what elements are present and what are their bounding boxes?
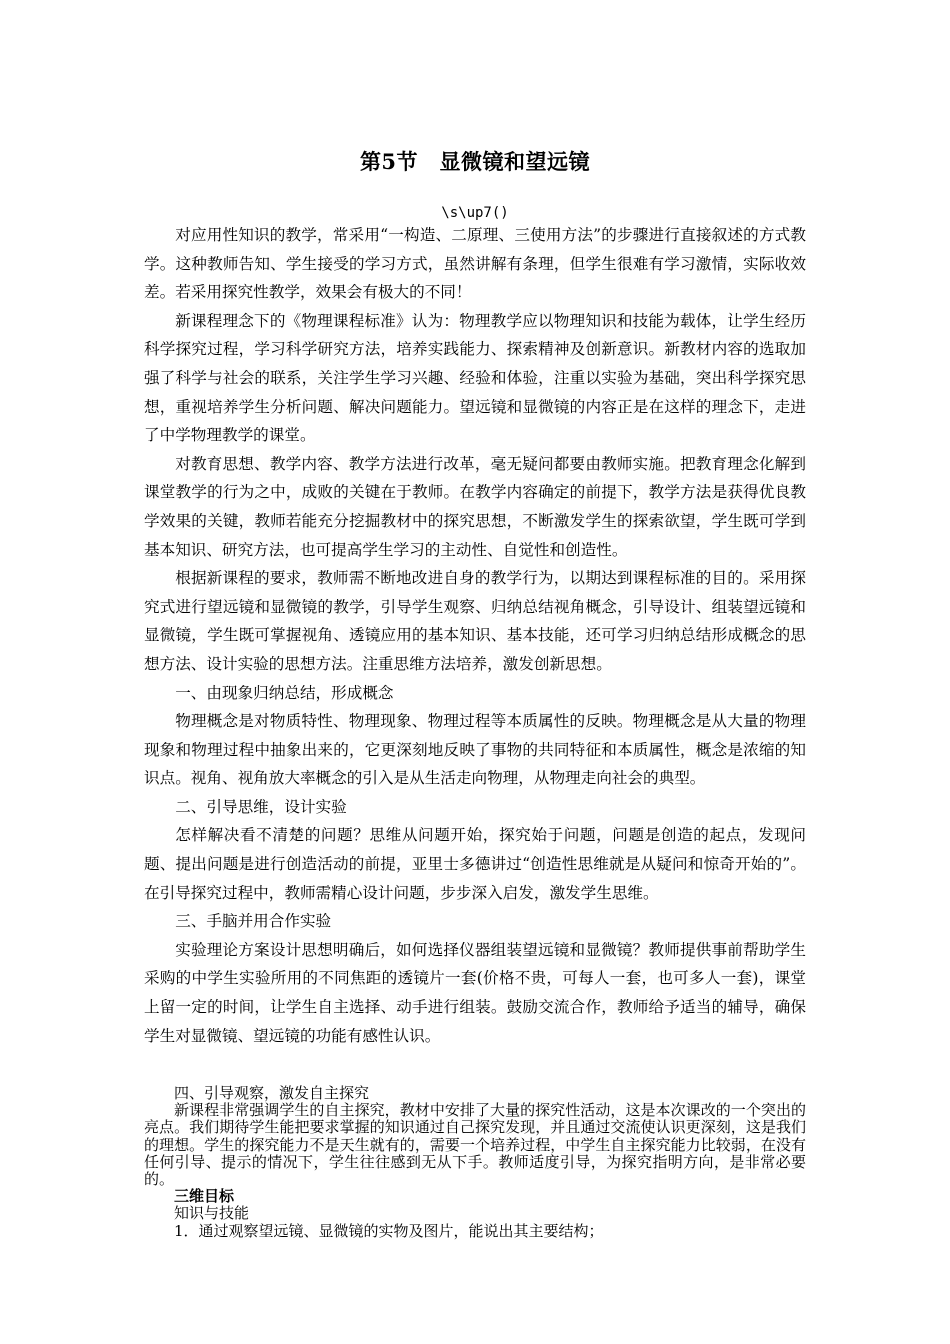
section-heading: 四、引导观察，激发自主探究: [174, 1084, 370, 1102]
paragraph: 物理概念是对物质特性、物理现象、物理过程等本质属性的反映。物理概念是从大量的物理现象和物理过程中抽象出来的，它更深刻地反映了事物的共同特征和本质属性，概念是浓缩的知识点。视角、视角放大率概念的引入是从生活走向物理，从物理走向社会的典型。: [144, 712, 806, 788]
paragraph: 新课程理念下的《物理课程标准》认为：物理教学应以物理知识和技能为载体，让学生经历科学探究过程，学习科学研究方法，培养实践能力、探索精神及创新意识。新教材内容的选取加强了科学与社会的联系，关注学生学习兴趣、经验和体验，注重以实验为基础，突出科学探究思想，重视培养学生分析问题、解决问题能力。望远镜和显微镜的内容正是在这样的理念下，走进了中学物理教学的课堂。: [144, 311, 806, 445]
objectives-heading: 三维目标: [174, 1187, 235, 1206]
paragraph: 根据新课程的要求，教师需不断地改进自身的教学行为，以期达到课程标准的目的。采用探究式进行望远镜和显微镜的教学，引导学生观察、归纳总结视角概念，引导设计、组装望远镜和显微镜，学生既可掌握视角、透镜应用的基本知识、基本技能，还可学习归纳总结形成概念的思想方法、设计实验的思想方法。注重思维方法培养，激发创新思想。: [144, 569, 806, 673]
section-heading: 一、由现象归纳总结，形成概念: [175, 683, 394, 702]
paragraph: 怎样解决看不清楚的问题？思维从问题开始，探究始于问题，问题是创造的起点，发现问题、提出问题是进行创造活动的前提，亚里士多德讲过“创造性思维就是从疑问和惊奇开始的”。在引导探究过程中，教师需精心设计问题，步步深入启发，激发学生思维。: [144, 826, 806, 902]
equation-field-code: \s\up7(): [441, 205, 509, 221]
compact-body: [144, 1085, 806, 1240]
main-body: [144, 221, 806, 1050]
section-heading: 二、引导思维，设计实验: [175, 797, 347, 816]
subheading: 知识与技能: [174, 1204, 250, 1223]
section-heading: 三、手脑并用合作实验: [175, 912, 332, 931]
paragraph: 新课程非常强调学生的自主探究，教材中安排了大量的探究性活动，这是本次课改的一个突出的亮点。我们期待学生能把要求掌握的知识通过自己探究发现，并且通过交流使认识更深刻，这是我们的理想。学生的探究能力不是天生就有的，需要一个培养过程，中学生自主探究能力比较弱，在没有任何引导、提示的情况下，学生往往感到无从下手。教师适度引导，为探究指明方向，是非常必要的。: [144, 1101, 806, 1189]
paragraph: 实验理论方案设计思想明确后，如何选择仪器组装望远镜和显微镜？教师提供事前帮助学生采购的中学生实验所用的不同焦距的透镜片一套(价格不贵，可每人一套，也可多人一套)，课堂上留一定的时间，让学生自主选择、动手进行组装。鼓励交流合作，教师给予适当的辅导，确保学生对显微镜、望远镜的功能有感性认识。: [144, 940, 806, 1045]
page-title: 第5节 显微镜和望远镜: [359, 149, 591, 174]
list-item: 1．通过观察望远镜、显微镜的实物及图片，能说出其主要结构；: [174, 1221, 604, 1240]
paragraph: 对教育思想、教学内容、教学方法进行改革，毫无疑问都要由教师实施。把教育理念化解到课堂教学的行为之中，成败的关键在于教师。在教学内容确定的前提下，教学方法是获得优良教学效果的关键，教师若能充分挖掘教材中的探究思想，不断激发学生的探索欲望，学生既可学到基本知识、研究方法，也可提高学生学习的主动性、自觉性和创造性。: [144, 454, 806, 559]
paragraph: 对应用性知识的教学，常采用“一构造、二原理、三使用方法”的步骤进行直接叙述的方式教学。这种教师告知、学生接受的学习方式，虽然讲解有条理，但学生很难有学习激情，实际收效差。若采用探究性教学，效果会有极大的不同！: [144, 226, 806, 302]
